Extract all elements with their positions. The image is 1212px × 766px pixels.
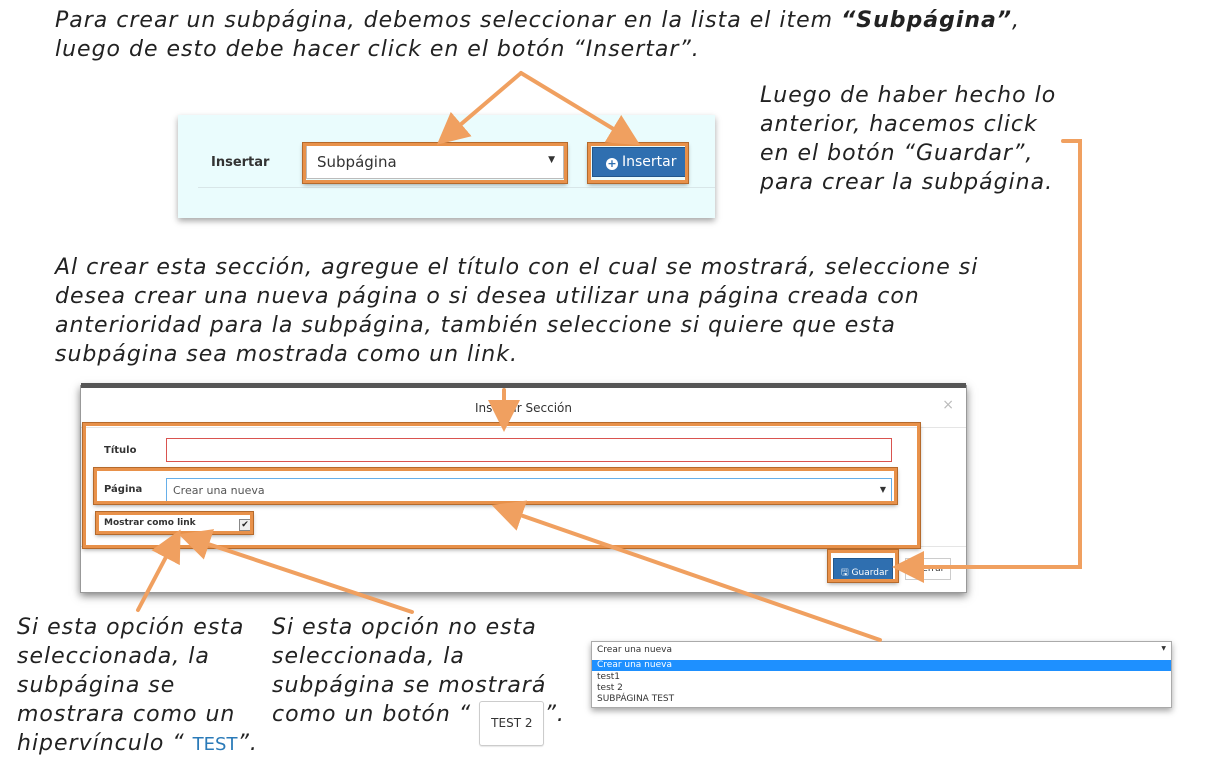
instruction-center-l4-end: ”. [544,702,565,727]
chevron-down-icon: ▼ [548,155,555,165]
pagina-select-value: Crear una nueva [173,484,265,497]
insert-label: Insertar [211,155,270,170]
titulo-label: Título [104,445,137,456]
dropdown-option[interactable]: SUBPÁGINA TEST [597,694,675,704]
arrow-to-insert-button [521,73,630,139]
instruction-left-l4: mostrara como un [17,702,236,727]
pagina-label: Página [104,484,143,495]
instruction-right-l2: anterior, hacemos click [760,112,1038,137]
chevron-down-icon: ▼ [879,485,886,494]
arrow-dropdown-to-pagina [503,509,880,640]
chevron-down-icon: ▼ [1161,645,1166,652]
arrow-left-to-checkbox [138,540,175,610]
arrow-to-guardar-button [904,141,1080,567]
instruction-left-l5-end: ”. [237,731,258,756]
instruction-top-comma: , [1012,8,1021,33]
instruction-top-bold: “Subpágina” [841,8,1013,33]
mostrar-link-checkbox[interactable]: ✔ [239,519,251,531]
instruction-center-l2: seleccionada, la [272,644,465,669]
cerrar-button[interactable]: Cerrar [905,558,951,580]
instruction-middle-l4: subpágina sea mostrada como un link. [55,342,518,367]
instruction-middle-l3: anterioridad para la subpágina, también seleccione si quiere que esta [55,313,896,338]
instruction-right-l3: en el botón “Guardar”, [760,141,1034,166]
instruction-left-l5: hipervínculo “ [17,731,193,756]
instruction-center-l3: subpágina se mostrará [272,673,547,698]
test-hyperlink[interactable]: TEST [192,734,238,755]
save-icon: 🖫 [841,568,849,578]
plus-circle-icon: + [607,157,617,170]
instruction-center-l1: Si esta opción no esta [272,615,537,640]
instruction-left-l3: subpágina se [17,673,176,698]
instruction-top-text: Para crear un subpágina, debemos seleccionar en la lista el item [55,8,842,33]
dropdown-option[interactable]: Crear una nueva [592,660,1171,671]
instruction-right-l4: para crear la subpágina. [760,170,1054,195]
arrow-to-insert-select [446,73,521,137]
insert-button-label: Insertar [622,154,677,170]
arrow-center-to-checkbox [190,538,412,612]
instruction-center-l4: como un botón “ [272,702,480,727]
instruction-middle-l1: Al crear esta sección, agregue el título con el cual se mostrará, seleccione si [55,255,979,280]
instruction-right-l1: Luego de haber hecho lo [760,83,1057,108]
dropdown-option[interactable]: test 2 [597,683,623,693]
modal-title: Insertar Sección [475,401,572,415]
instruction-middle-l2: desea crear una nueva página o si desea utilizar una página creada con [55,284,920,309]
test-2-button[interactable]: TEST 2 [479,701,544,746]
pagina-dropdown-value: Crear una nueva [597,645,672,655]
insert-type-select-value: Subpágina [317,153,397,171]
instruction-left-l1: Si esta opción esta [17,615,245,640]
instruction-top-line2: luego de esto debe hacer click en el botón “Insertar”. [55,37,700,62]
guardar-button-label: Guardar [851,568,889,578]
instruction-left-l2: seleccionada, la [17,644,210,669]
dropdown-option[interactable]: test1 [597,672,621,682]
close-icon[interactable]: × [942,397,954,413]
mostrar-link-label: Mostrar como link [104,518,196,528]
